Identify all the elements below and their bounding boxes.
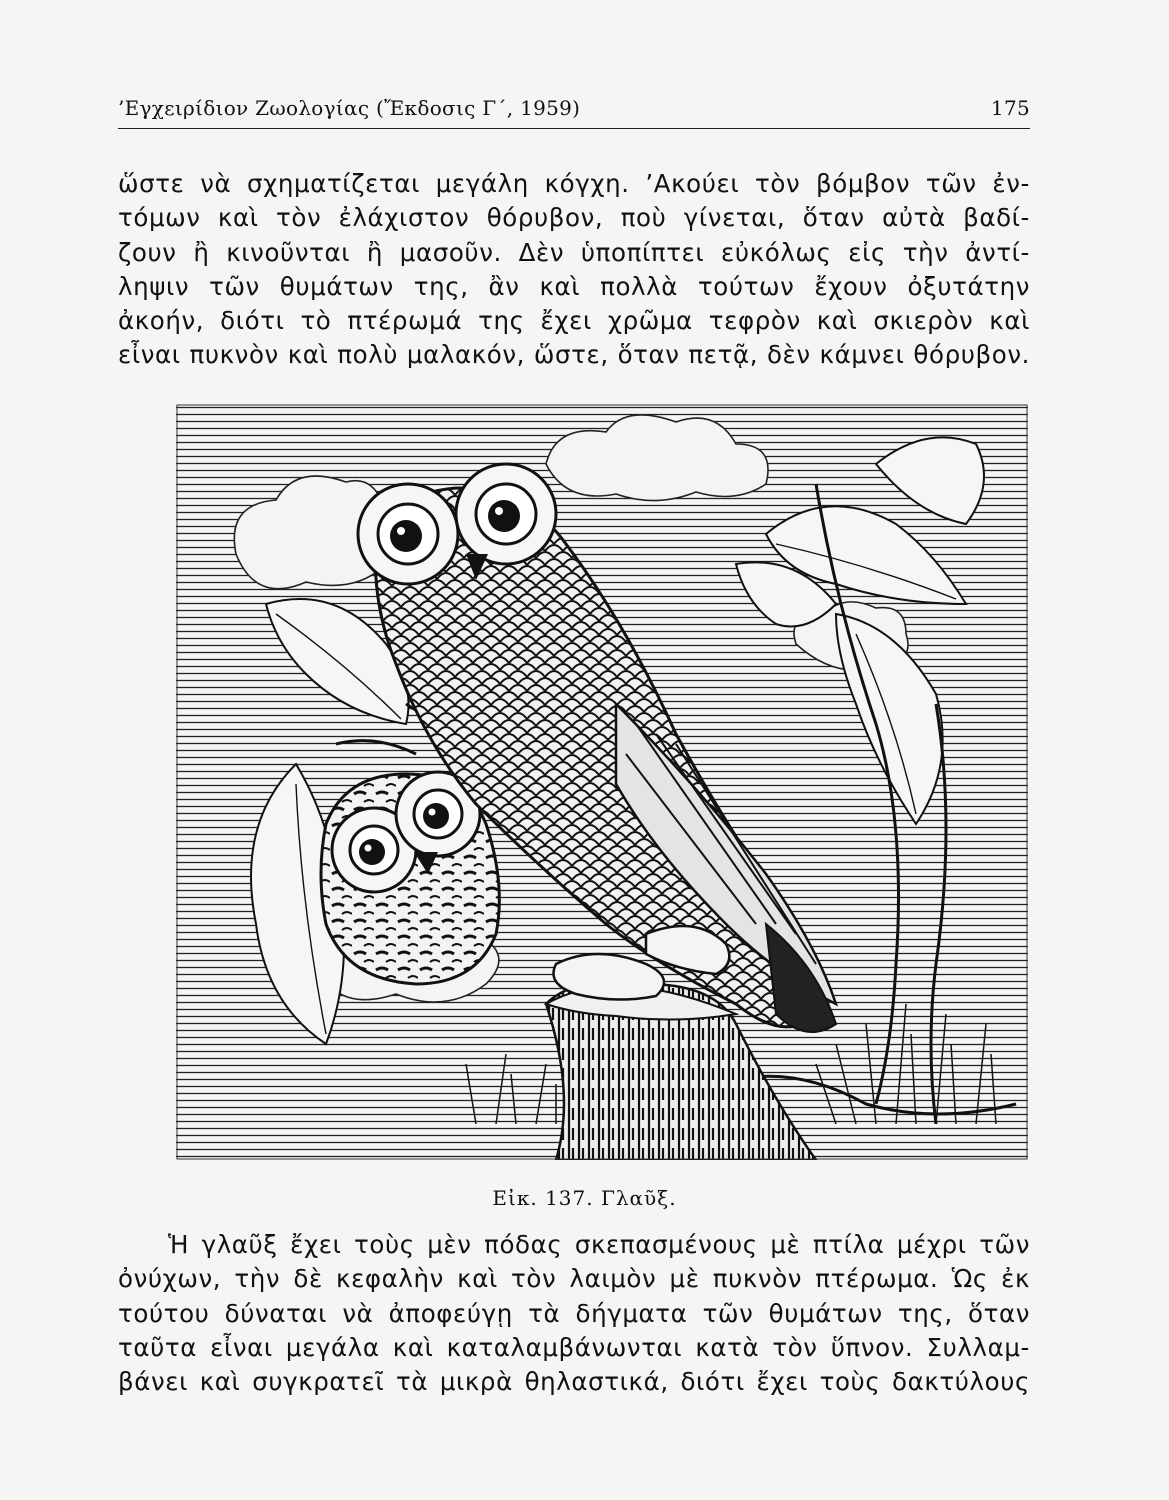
text-line: τόμων καὶ τὸν ἐλάχιστον θόρυβον, ποὺ γίνεται, ὅταν αὐτὰ βαδί-	[118, 203, 1030, 233]
text-line: εἶναι πυκνὸν καὶ πολὺ μαλακόν, ὥστε, ὅταν πετᾷ, δὲν κάμνει θόρυβον.	[118, 340, 1030, 370]
text-line: Ἡ γλαῦξ ἔχει τοὺς μὲν πόδας σκεπασμένους μὲ πτίλα μέχρι τῶν	[168, 1230, 1030, 1259]
text-line: ταῦτα εἶναι μεγάλα καὶ καταλαμβάνωνται κατὰ τὸν ὕπνον. Συλλαμ-	[118, 1332, 1030, 1362]
text-line: ληψιν τῶν θυμάτων της, ἂν καὶ πολλὰ τούτων ἔχουν ὀξυτάτην	[118, 271, 1030, 301]
text-line: τούτου δύναται νὰ ἀποφεύγῃ τὰ δήγματα τῶν θυμάτων της, ὅταν	[118, 1298, 1030, 1328]
text-line: ὥστε νὰ σχηματίζεται μεγάλη κόγχη. ’Ακούει τὸν βόμβον τῶν ἐν-	[118, 169, 1030, 198]
running-header	[118, 92, 1030, 129]
owl-illustration	[176, 404, 1028, 1160]
text-line: ὀνύχων, τὴν δὲ κεφαλὴν καὶ τὸν λαιμὸν μὲ πυκνὸν πτέρωμα. Ὡς ἐκ	[118, 1264, 1030, 1294]
paragraph-bottom	[118, 1228, 1030, 1399]
figure-caption: Εἰκ. 137. Γλαῦξ.	[492, 1186, 677, 1210]
paragraph-top	[118, 167, 1030, 373]
page-number: 175	[990, 96, 1030, 120]
text-line: ἀκοήν, διότι τὸ πτέρωμά της ἔχει χρῶμα τεφρὸν καὶ σκιερὸν καὶ	[118, 306, 1030, 336]
text-line: ζουν ἢ κινοῦνται ἢ μασοῦν. Δὲν ὑποπίπτει εὐκόλως εἰς τὴν ἀντί-	[118, 237, 1030, 267]
text-line: βάνει καὶ συγκρατεῖ τὰ μικρὰ θηλαστικά, διότι ἔχει τοὺς δακτύλους	[118, 1367, 1030, 1397]
book-title: ’Εγχειρίδιον Ζωολογίας (Ἔκδοσις Γ΄, 1959)	[118, 96, 581, 120]
